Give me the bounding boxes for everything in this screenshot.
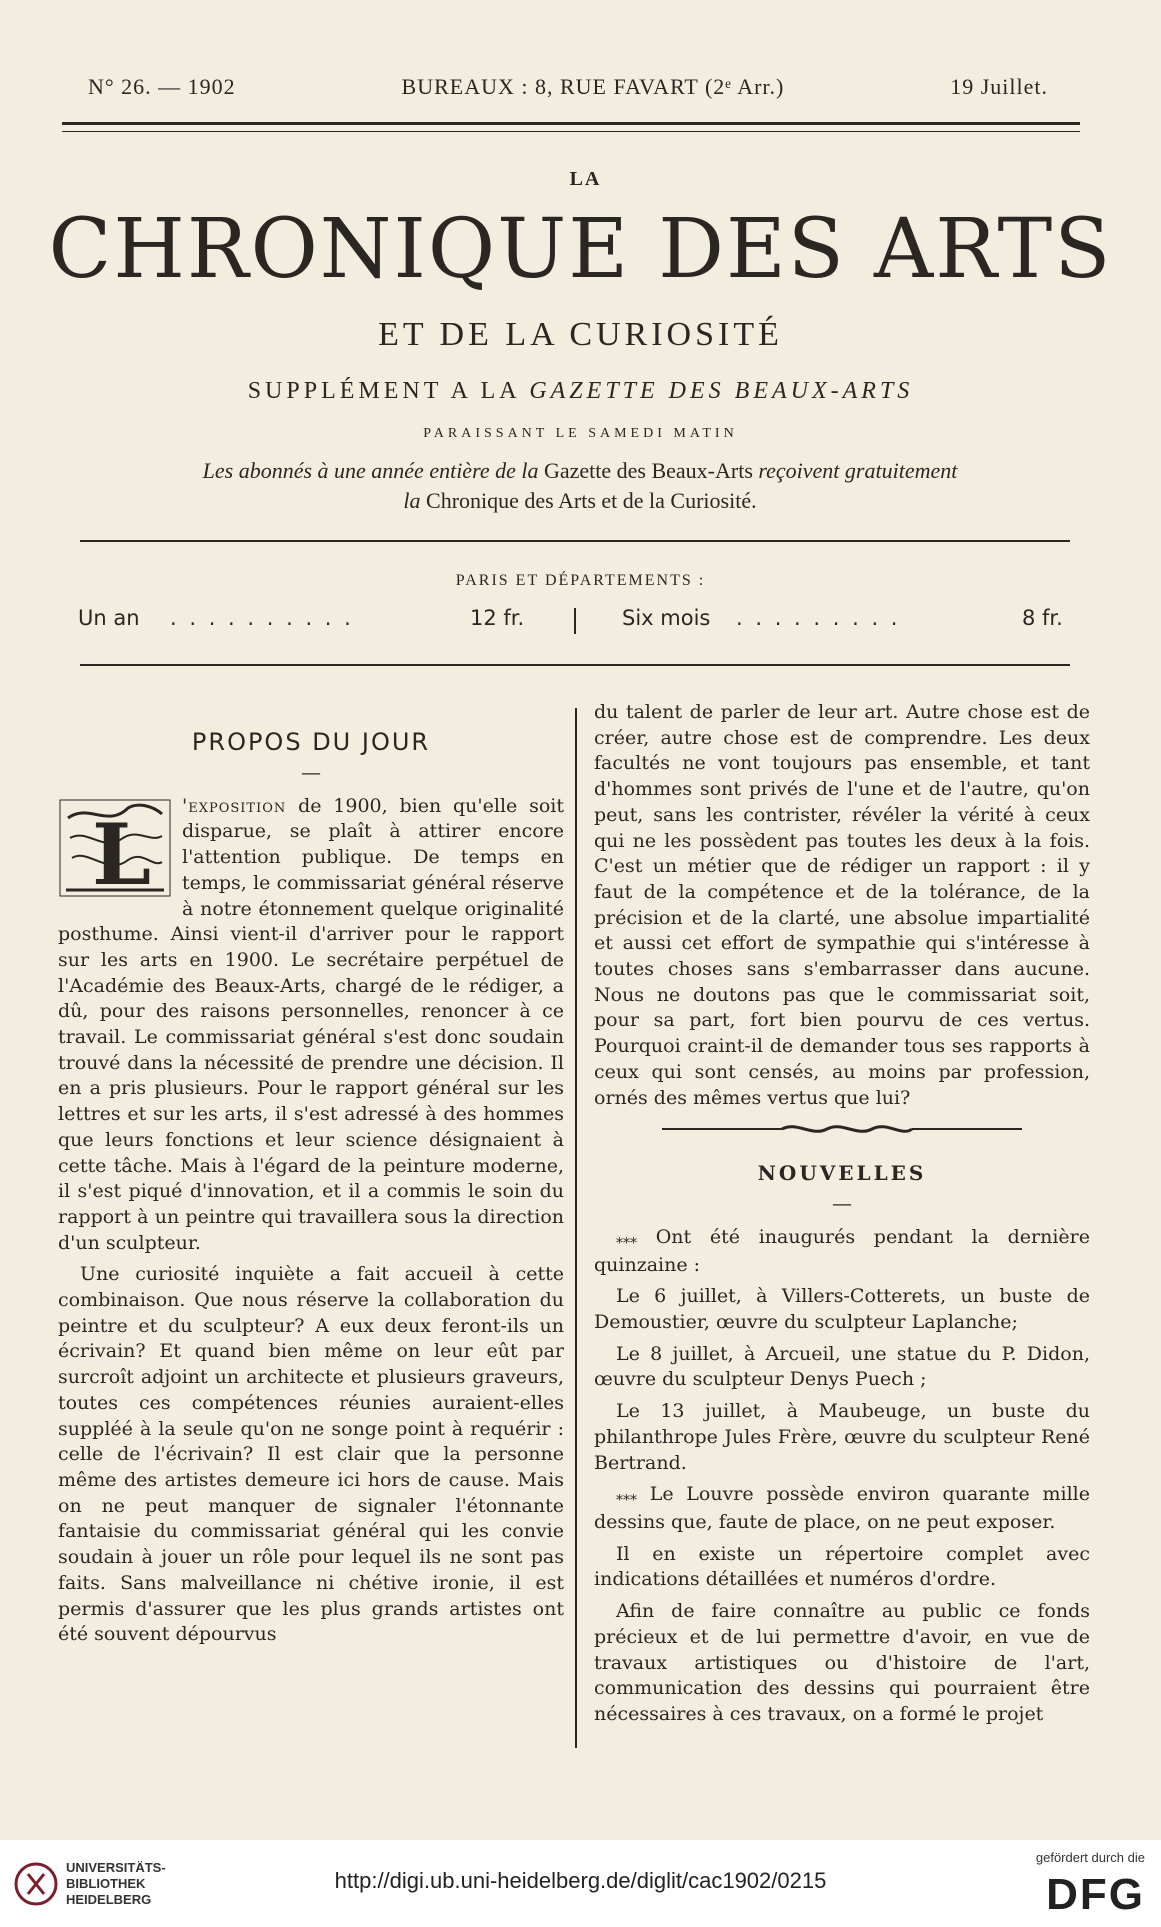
asterism-icon: ⁎⁎⁎ [616,1230,637,1247]
library-name-line3: HEIDELBERG [66,1892,152,1907]
supplement-line [0,378,1161,405]
news-item-1 [594,1225,1090,1278]
article-paragraph-1: de 1900, bien qu'elle soit disparue, se plaît à attirer encore l'attention publique. De temps en temps, le commissariat général réserve à notre étonnement quelque originalité posthume. Ainsi vient-il d'arriver pour le rapport sur les arts en 1900. Le secrétaire perpétuel de l'Académie des Beaux-Arts, chargé de le rédiger, a dû, pour des raisons personnelles, renoncer à ce travail. Le commissariat général s'est donc soudain trouvé dans la nécessité de prendre une décision. Il en a pris plusieurs. Pour le rapport général sur les lettres et sur les arts, il s'est adressé à des hommes que leurs fonctions et leur science désignaient à cette tâche. Mais à l'égard de la peinture moderne, il s'est piqué d'innovation, et il a commis le soin du rapport à un peintre qui travaillera sous la direction d'un sculpteur. [58,794,564,1254]
bureaux-address: BUREAUX : 8, RUE FAVART (2ᵉ Arr.) [401,74,785,99]
page-title: CHRONIQUE DES ARTS [48,202,1113,297]
heading-dash: — [301,759,321,784]
news-item-1c: Le 13 juillet, à Maubeuge, un buste du philanthrope Jules Frère, œuvre du sculpteur René Bertrand. [594,1400,1090,1474]
subscriber-note-part2: Gazette des Beaux-Arts [543,458,759,483]
half-year-label: Six mois [622,606,711,630]
news-item-1-intro: Ont été inaugurés pendant la dernière quinzaine : [594,1225,1090,1276]
price-separator [574,608,576,634]
source-url-link[interactable]: http://digi.ub.uni-heidelberg.de/diglit/cac1902/0215 [334,1868,827,1893]
title-article: LA [569,168,602,190]
subscriber-note-part1: Les abonnés à une année entière de la [202,458,544,483]
divider-rule [80,540,1070,542]
news-item-1a: Le 6 juillet, à Villers-Cotterets, un buste de Demoustier, œuvre du sculpteur Laplanche; [594,1285,1090,1334]
library-name-line2: BIBLIOTHEK [66,1876,146,1891]
digitization-footer [0,1840,1161,1927]
article-heading: PROPOS DU JOUR [191,728,431,756]
news-item-2 [594,1482,1090,1535]
subscriber-note [120,456,1040,516]
article-paragraph-3: du talent de parler de leur art. Autre chose est de créer, autre chose est de comprendre. Les deux facultés ne vont toujours pas ensemble, et tant d'hommes sont privés de l'une et de l'autre, qu'on peut, sans les contrister, révéler la vérité à ceux qui ne les possèdent pas toutes les deux à la fois. C'est un métier que de rédiger un rapport : il y faut de la compétence et de la tolérance, de la précision et de la clarté, une absolue impartialité et aussi cet effort de sympathie qui s'intéresse à toutes choses sans s'embarrasser dans aucune. Nous ne doutons pas que le commissariat soit, pour sa part, fort bien pourvu de ces vertus. Pourquoi craint-il de demander tous ses rapports à ceux qui sont censés, au moins par profession, ornés des mêmes vertus que lui? [594,701,1090,1109]
supplement-gazette: GAZETTE DES BEAUX-ARTS [529,378,914,404]
news-item-2b: Afin de faire connaître au public ce fonds précieux et de lui permettre d'avoir, en vue de travaux artistiques ou d'histoire de l'art, communication des dessins qui pourraient être nécessaires à ces travaux, on a formé le projet [594,1600,1090,1725]
dfg-logo: DFG [1046,1870,1145,1919]
news-item-1b: Le 8 juillet, à Arcueil, une statue du P. Didon, œuvre du sculpteur Denys Puech ; [594,1342,1090,1391]
ornament-divider-icon [662,1119,1022,1139]
lead-smallcaps: 'exposition [182,794,287,817]
library-name-line1: UNIVERSITÄTS- [66,1860,166,1875]
news-heading: NOUVELLES [757,1161,927,1186]
year-dots: . . . . . . . . . . [170,606,354,630]
issue-line [88,74,1048,100]
subscriber-note-part3: reçoivent gratuitement [758,458,958,483]
subscription-heading: PARIS ET DÉPARTEMENTS : [455,572,706,589]
subscriber-note-part5: Chronique des Arts et de la Curiosité. [426,488,757,513]
right-column [594,700,1090,1734]
publication-schedule: PARAISSANT LE SAMEDI MATIN [423,426,738,441]
column-divider [575,708,577,1748]
article-paragraph [58,794,564,1257]
news-dash: — [832,1190,852,1215]
left-column [58,700,564,1654]
supplement-prefix: SUPPLÉMENT A LA [247,378,530,404]
subscriber-note-part4: la [403,488,427,513]
subscription-prices [78,606,1070,640]
article-paragraph-2: Une curiosité inquiète a fait accueil à cette combinaison. Que nous réserve la collaboration du peintre et du sculpteur? A eux deux feront-ils un écrivain? Et quand bien même on leur eût par surcroît adjoint un architecte et plusieurs graveurs, toutes ces compétences réunies auraient-elles suppléé à la seule qu'on ne songe point à requérir : celle de l'écrivain? Il est clair que la personne même des artistes demeure ici hors de cause. Mais on ne peut manquer de signaler l'étonnante fantaisie du commissariat général qui les convie soudain à jouer un rôle pour lequel ils ne sont pas faits. Sans malveillance ni chétive ironie, il est permis d'assurer que les plus grands artistes ont été souvent dépourvus [58,1263,564,1646]
issue-number: N° 26. — 1902 [88,74,236,99]
page-subtitle: ET DE LA CURIOSITÉ [378,316,783,353]
year-label: Un an [78,606,140,630]
half-year-dots: . . . . . . . . . [736,606,901,630]
top-rule [62,122,1080,132]
asterism-icon: ⁎⁎⁎ [616,1488,637,1505]
news-item-2-intro: Le Louvre possède environ quarante mille dessins que, faute de place, on ne peut exposer. [594,1483,1090,1533]
half-year-price: 8 fr. [1022,606,1063,630]
ornamental-dropcap-icon [58,798,172,898]
issue-date: 19 Juillet. [950,74,1048,99]
funding-note: gefördert durch die [1035,1850,1145,1865]
year-price: 12 fr. [470,606,525,630]
divider-rule-lower [80,664,1070,666]
svg-text:L: L [92,804,152,898]
news-item-2a: Il en existe un répertoire complet avec indications détaillées et numéros d'ordre. [594,1542,1090,1591]
